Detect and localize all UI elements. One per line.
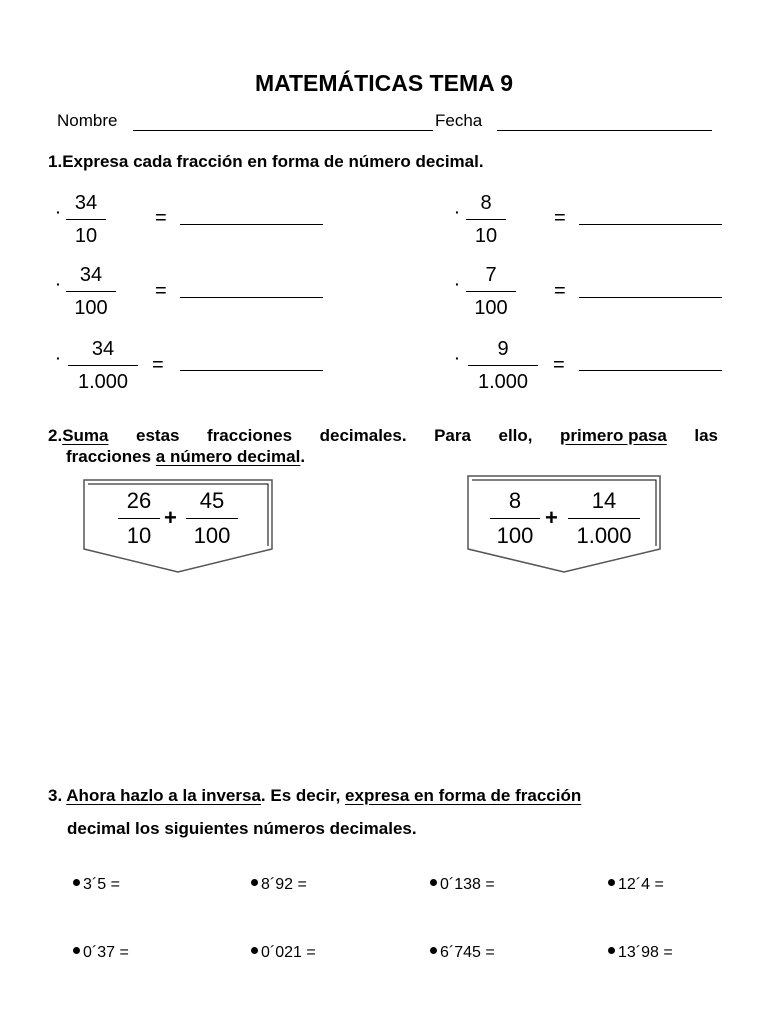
name-label: Nombre: [57, 111, 118, 130]
fraction-bar: [66, 219, 106, 220]
answer-line[interactable]: [579, 297, 722, 298]
fraction-bar: [466, 291, 516, 292]
bullet-icon: [430, 947, 437, 954]
fraction-bar: [490, 518, 540, 519]
bullet-icon: [73, 879, 80, 886]
denominator: 10: [474, 225, 498, 247]
list-item: [608, 876, 664, 894]
date-field[interactable]: [497, 130, 712, 131]
q2-word-fracciones: fracciones: [66, 447, 156, 466]
fraction-bar: [568, 518, 640, 519]
q3-word-es: . Es decir,: [260, 786, 346, 805]
box1-fraction-a: [118, 490, 160, 547]
bullet-icon: [430, 879, 437, 886]
fraction-bar: [468, 365, 538, 366]
list-item: [430, 876, 495, 894]
item-text: 0´021 =: [261, 944, 316, 961]
numerator: 7: [485, 264, 497, 286]
bullet-icon: ·: [455, 350, 460, 366]
fraction-bar: [466, 219, 506, 220]
equals-sign: =: [155, 207, 167, 229]
equals-sign: =: [155, 280, 167, 302]
bullet-icon: [73, 947, 80, 954]
denominator: 100: [74, 297, 108, 319]
q3-number: 3.: [48, 786, 63, 805]
fraction-bar: [68, 365, 138, 366]
answer-line[interactable]: [180, 297, 323, 298]
fraction-bar: [186, 518, 238, 519]
denominator: 1.000: [477, 371, 529, 393]
bullet-icon: ·: [455, 276, 460, 292]
answer-line[interactable]: [579, 370, 722, 371]
denominator: 100: [496, 523, 534, 548]
numerator: 8: [480, 192, 492, 214]
q3-word-expresa: expresa en forma de fracción: [345, 786, 582, 805]
plus-sign: +: [164, 505, 177, 530]
box2-fraction-a: [490, 490, 540, 547]
bullet-icon: [251, 947, 258, 954]
numerator: 8: [508, 488, 522, 513]
fraction-bar: [66, 291, 116, 292]
q2-period: .: [300, 447, 306, 466]
numerator: 9: [497, 338, 509, 360]
q2-word-primero: primero pasa: [560, 426, 667, 445]
q2-number: 2.: [48, 426, 63, 445]
bullet-icon: [608, 879, 615, 886]
fraction-4: [466, 265, 516, 318]
denominator: 10: [74, 225, 98, 247]
numerator: 45: [199, 488, 225, 513]
list-item: [73, 944, 129, 962]
fraction-2: [466, 193, 506, 246]
equals-sign: =: [554, 207, 566, 229]
fraction-1: [66, 193, 106, 246]
q1-text: Expresa cada fracción en forma de número decimal.: [62, 152, 484, 171]
equals-sign: =: [554, 280, 566, 302]
numerator: 26: [126, 488, 152, 513]
denominator: 10: [126, 523, 152, 548]
answer-box-1: [80, 476, 276, 576]
denominator: 1.000: [576, 523, 632, 548]
q3-heading: [48, 786, 581, 806]
bullet-icon: ·: [56, 350, 61, 366]
q3-word-ahora: Ahora hazlo a la inversa: [66, 786, 261, 805]
q1-number: 1.: [48, 152, 63, 171]
numerator: 14: [591, 488, 617, 513]
list-item: [251, 944, 316, 962]
fraction-5: [68, 339, 138, 392]
bullet-icon: [251, 879, 258, 886]
answer-line[interactable]: [579, 224, 722, 225]
page-title: MATEMÁTICAS TEMA 9: [254, 70, 514, 96]
equals-sign: =: [152, 354, 164, 376]
denominator: 100: [474, 297, 508, 319]
item-text: 13´98 =: [618, 944, 673, 961]
fraction-3: [66, 265, 116, 318]
numerator: 34: [79, 264, 103, 286]
denominator: 100: [193, 523, 231, 548]
date-label: Fecha: [435, 111, 483, 130]
q2-heading: 2. Suma estas fracciones decimales. Para ello, primero pasa las fracciones a número decimal.: [48, 426, 718, 466]
bullet-icon: [608, 947, 615, 954]
item-text: 8´92 =: [261, 876, 307, 893]
fraction-bar: [118, 518, 160, 519]
q2-word-anumero: a número decimal: [155, 447, 301, 466]
list-item: [430, 944, 495, 962]
answer-line[interactable]: [180, 370, 323, 371]
denominator: 1.000: [77, 371, 129, 393]
fraction-6: [468, 339, 538, 392]
numerator: 34: [74, 192, 98, 214]
equals-sign: =: [553, 354, 565, 376]
box2-fraction-b: [568, 490, 640, 547]
list-item: [251, 876, 307, 894]
q1-heading: [48, 152, 484, 172]
plus-sign: +: [545, 505, 558, 530]
answer-line[interactable]: [180, 224, 323, 225]
item-text: 6´745 =: [440, 944, 495, 961]
item-text: 0´37 =: [83, 944, 129, 961]
name-field[interactable]: [133, 130, 433, 131]
box1-fraction-b: [186, 490, 238, 547]
list-item: [73, 876, 120, 894]
item-text: 0´138 =: [440, 876, 495, 893]
q2-word-suma: Suma: [62, 426, 109, 445]
bullet-icon: ·: [455, 204, 460, 220]
bullet-icon: ·: [56, 276, 61, 292]
item-text: 3´5 =: [83, 876, 120, 893]
bullet-icon: ·: [56, 204, 61, 220]
q3-line2: decimal los siguientes números decimales.: [67, 819, 417, 838]
numerator: 34: [91, 338, 115, 360]
item-text: 12´4 =: [618, 876, 664, 893]
list-item: [608, 944, 673, 962]
